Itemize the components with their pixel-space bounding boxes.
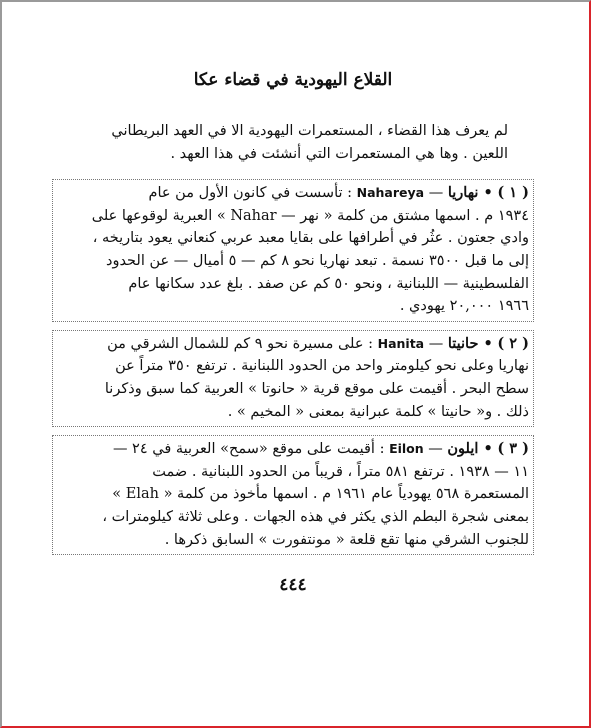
entry-line: المستعمرة ٥٦٨ يهودياً عام ١٩٦١ م . اسمها مأخوذ من كلمة « Elah »: [112, 486, 529, 503]
entry-name: حانيتا: [447, 334, 479, 352]
entry-text: على مسيرة نحو ٩ كم للشمال الشرقي من: [107, 335, 364, 352]
entry-line: للجنوب الشرقي منها تقع قلعة « مونتفورت » السابق ذكرها .: [164, 531, 529, 548]
entry-line: سطح البحر . أقيمت على موقع قرية « حانوتا » العربية كما سبق وذكرنا: [104, 380, 529, 397]
entry-number: ( ٣ ): [497, 440, 529, 458]
entry-line: ١٩٦٦ ٢٠,٠٠٠ يهودي .: [399, 298, 529, 315]
entry-nahariya: [52, 179, 534, 322]
entry-heading-line: ( ١ ) • نهاريا — Nahareya : تأسست في كانون الأول من عام: [148, 184, 529, 202]
entry-line: ١١ — ١٩٣٨ . ترتفع ٥٨١ متراً ، قريباً من الحدود اللبنانية . ضمت: [152, 463, 529, 480]
entry-number: ( ٢ ): [497, 334, 529, 352]
entry-eilon: [52, 435, 534, 555]
entry-name: نهاريا: [447, 184, 479, 202]
entry-line: الفلسطينية — اللبنانية ، ونحو ٥٠ كم عن صفد . بلغ عدد سكانها عام: [128, 275, 529, 292]
entry-line: بمعنى شجرة البطم الذي يكثر في هذه الجهات . وعلى ثلاثة كيلومترات ،: [102, 508, 529, 525]
entry-latin-name: Eilon: [389, 441, 424, 457]
entry-number: ( ١ ): [497, 184, 529, 202]
entry-line: ١٩٣٤ م . اسمها مشتق من كلمة « نهر — Nahar » العبرية لوقوعها على: [91, 207, 529, 224]
page-number: ٤٤٤: [279, 575, 307, 596]
document-page: [58, 58, 528, 595]
page-title: القلاع اليهودية في قضاء عكا: [193, 70, 393, 90]
entry-line: إلى ما قبل ٣٥٠٠ نسمة . تبعد نهاريا نحو ٨ كم — ٥ أميال — عن الحدود: [105, 252, 529, 269]
entry-text: أقيمت على موقع «سمح» العربية في ٢٤ —: [112, 441, 375, 458]
entry-heading-line: ( ٣ ) • ايلون — Eilon : أقيمت على موقع «سمح» العربية في ٢٤ —: [112, 440, 529, 458]
entry-line: نهاريا وعلى نحو كيلومتر واحد من الحدود اللبنانية . ترتفع ٣٥٠ متراً عن: [115, 358, 529, 375]
entry-text: تأسست في كانون الأول من عام: [148, 185, 343, 202]
entry-hanita: [52, 330, 534, 427]
intro-line: اللعين . وها هي المستعمرات التي أنشئت في هذا العهد .: [170, 145, 508, 162]
entry-line: ذلك . و« حانيتا » كلمة عبرانية بمعنى « المخيم » .: [227, 403, 529, 420]
intro-paragraph: [58, 120, 528, 165]
intro-line: لم يعرف هذا القضاء ، المستعمرات اليهودية الا في العهد البريطاني: [111, 123, 508, 139]
entry-line: وادي جعتون . عثُر في أطرافها على بقايا معبد عربي كنعاني يعود بتاريخه ،: [92, 230, 529, 247]
entry-latin-name: Hanita: [377, 335, 425, 351]
entry-latin-name: Nahareya: [356, 185, 425, 201]
entry-name: ايلون: [447, 440, 479, 458]
entry-heading-line: ( ٢ ) • حانيتا — Hanita : على مسيرة نحو ٩ كم للشمال الشرقي من: [107, 334, 529, 352]
